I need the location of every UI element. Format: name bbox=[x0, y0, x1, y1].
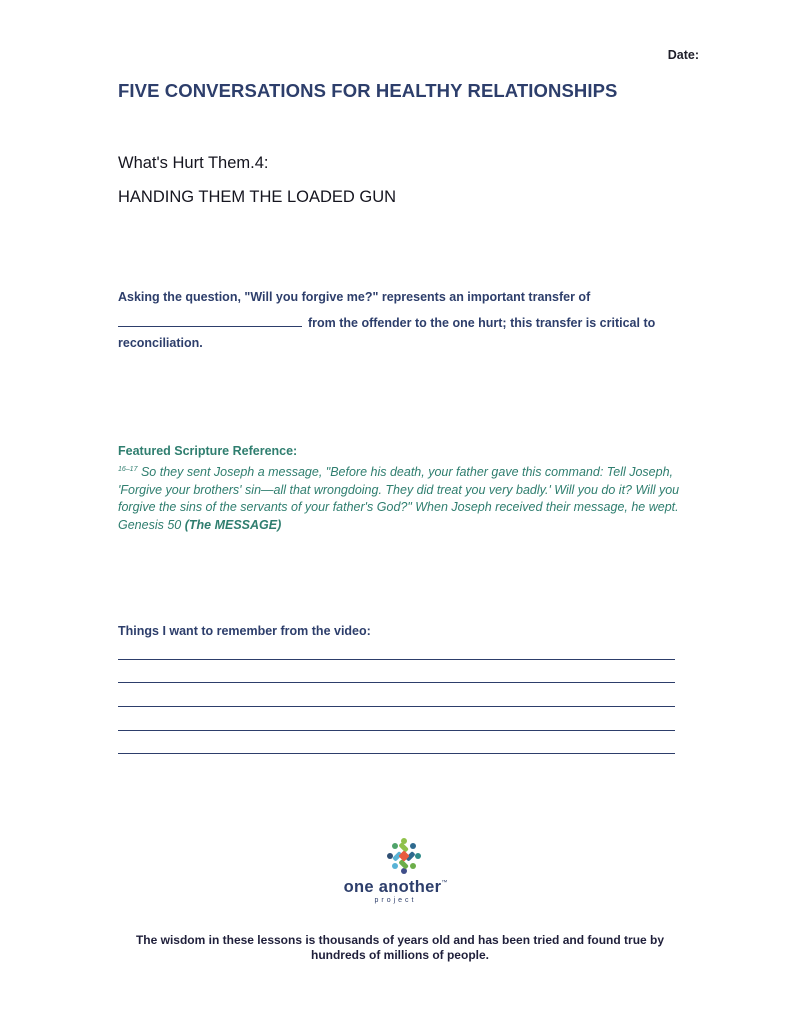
brand-subtitle: project bbox=[374, 897, 417, 904]
brand-trademark: ™ bbox=[441, 880, 448, 886]
session-subtitle: What's Hurt Them.4: bbox=[118, 154, 269, 172]
scripture-text: So they sent Joseph a message, "Before his death, your father gave this command: Tell Joseph, 'Forgive your brothers' sin—all that wrongdoing. They did treat you very badly.' Will you do it? Will you forgive the sins of the servants of your father's God?" When Joseph received their message, he wept. Genesis 50 bbox=[118, 465, 680, 532]
body-line-3: reconciliation. bbox=[118, 336, 203, 350]
notes-line-1[interactable] bbox=[118, 659, 675, 660]
notes-line-2[interactable] bbox=[118, 682, 675, 683]
verse-number: 16–17 bbox=[118, 466, 138, 473]
scripture-heading: Featured Scripture Reference: bbox=[118, 444, 298, 458]
one-another-logo-icon bbox=[384, 836, 424, 876]
notes-line-4[interactable] bbox=[118, 730, 675, 731]
body-line-1: Asking the question, "Will you forgive me?" represents an important transfer of bbox=[118, 290, 591, 304]
session-title: HANDING THEM THE LOADED GUN bbox=[118, 188, 397, 206]
body-line-2 bbox=[118, 314, 655, 330]
scripture-passage bbox=[118, 461, 718, 534]
notes-line-3[interactable] bbox=[118, 706, 675, 707]
remember-heading: Things I want to remember from the video: bbox=[118, 624, 371, 638]
date-label: Date: bbox=[667, 48, 699, 62]
notes-line-5[interactable] bbox=[118, 753, 675, 754]
brand-name: one another bbox=[343, 878, 442, 896]
page-title: FIVE CONVERSATIONS FOR HEALTHY RELATIONSHIPS bbox=[118, 80, 618, 101]
footer-note: The wisdom in these lessons is thousands of years old and has been tried and found true by hundreds of millions of people. bbox=[135, 933, 665, 962]
scripture-version: (The MESSAGE) bbox=[184, 517, 282, 532]
brand-wordmark bbox=[0, 878, 791, 897]
body-line-2-text: from the offender to the one hurt; this transfer is critical to bbox=[308, 316, 656, 330]
fill-in-blank[interactable] bbox=[118, 314, 302, 327]
